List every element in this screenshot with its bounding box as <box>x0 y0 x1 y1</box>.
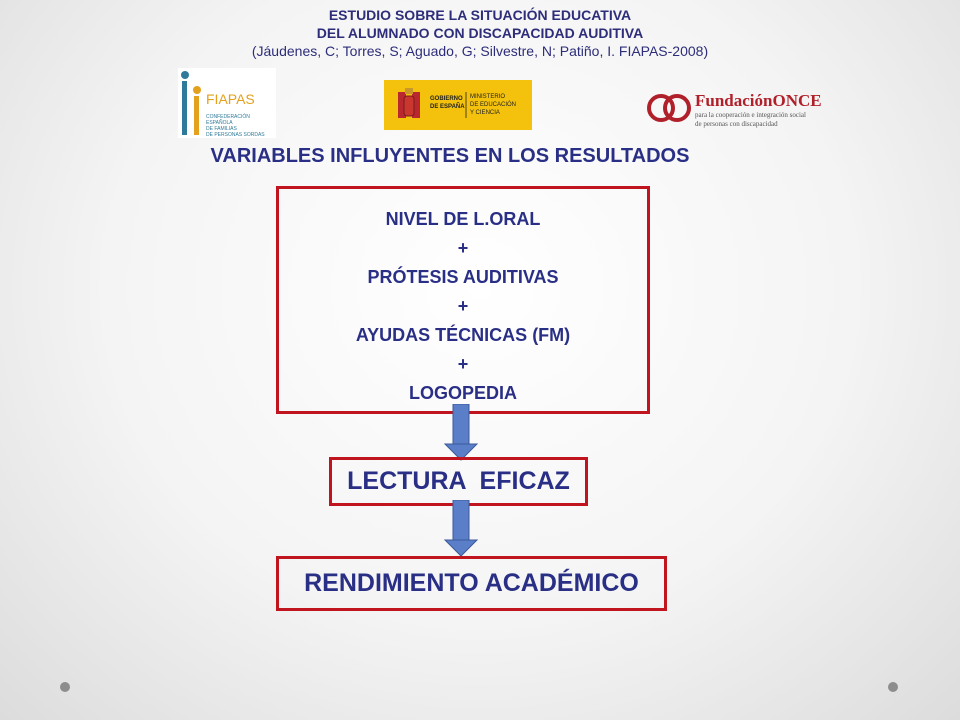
fiapas-logo <box>178 68 276 138</box>
svg-text:de personas con discapacidad: de personas con discapacidad <box>695 120 778 128</box>
coat-of-arms-icon <box>398 88 420 118</box>
slide-header <box>0 6 960 60</box>
svg-text:CONFEDERACIÓN: CONFEDERACIÓN <box>206 114 250 120</box>
fundacion-once-logo <box>645 86 821 130</box>
once-logo-name: FundaciónONCE <box>695 91 821 110</box>
svg-text:DE EDUCACIÓN: DE EDUCACIÓN <box>470 102 517 108</box>
svg-text:GOBIERNO: GOBIERNO <box>430 96 463 102</box>
plus-sign: + <box>457 238 469 258</box>
corner-dot-right <box>888 682 898 692</box>
svg-text:para la cooperación e integrac: para la cooperación e integración social <box>695 111 806 119</box>
svg-text:DE PERSONAS SORDAS: DE PERSONAS SORDAS <box>206 132 265 138</box>
variable-line: NIVEL DE L.ORAL <box>385 209 541 229</box>
svg-text:Y CIENCIA: Y CIENCIA <box>470 110 500 116</box>
corner-dot-left <box>60 682 70 692</box>
once-rings-icon <box>649 96 689 120</box>
header-line-3: (Jáudenes, C; Torres, S; Aguado, G; Silvestre, N; Patiño, I. FIAPAS-2008) <box>251 43 709 59</box>
fiapas-logo-name: FIAPAS <box>206 91 255 107</box>
lectura-eficaz-box: LECTURA EFICAZ <box>329 457 588 506</box>
svg-text:DE FAMILIAS: DE FAMILIAS <box>206 126 237 132</box>
svg-text:ESPAÑOLA: ESPAÑOLA <box>206 120 233 126</box>
header-line-2: DEL ALUMNADO CON DISCAPACIDAD AUDITIVA <box>316 25 644 41</box>
variable-line: LOGOPEDIA <box>408 383 517 403</box>
plus-sign: + <box>457 354 469 374</box>
gobierno-logo <box>384 80 532 130</box>
svg-text:DE ESPAÑA: DE ESPAÑA <box>430 104 465 110</box>
svg-text:MINISTERIO: MINISTERIO <box>470 94 506 100</box>
rendimiento-academico-box: RENDIMIENTO ACADÉMICO <box>276 556 667 611</box>
section-title: VARIABLES INFLUYENTES EN LOS RESULTADOS <box>210 145 690 167</box>
down-arrow-icon <box>443 500 479 563</box>
plus-sign: + <box>457 296 469 316</box>
variable-line: PRÓTESIS AUDITIVAS <box>367 267 559 287</box>
variables-box <box>276 186 650 414</box>
variable-line: AYUDAS TÉCNICAS (FM) <box>355 325 571 345</box>
header-line-1: ESTUDIO SOBRE LA SITUACIÓN EDUCATIVA <box>328 7 632 23</box>
